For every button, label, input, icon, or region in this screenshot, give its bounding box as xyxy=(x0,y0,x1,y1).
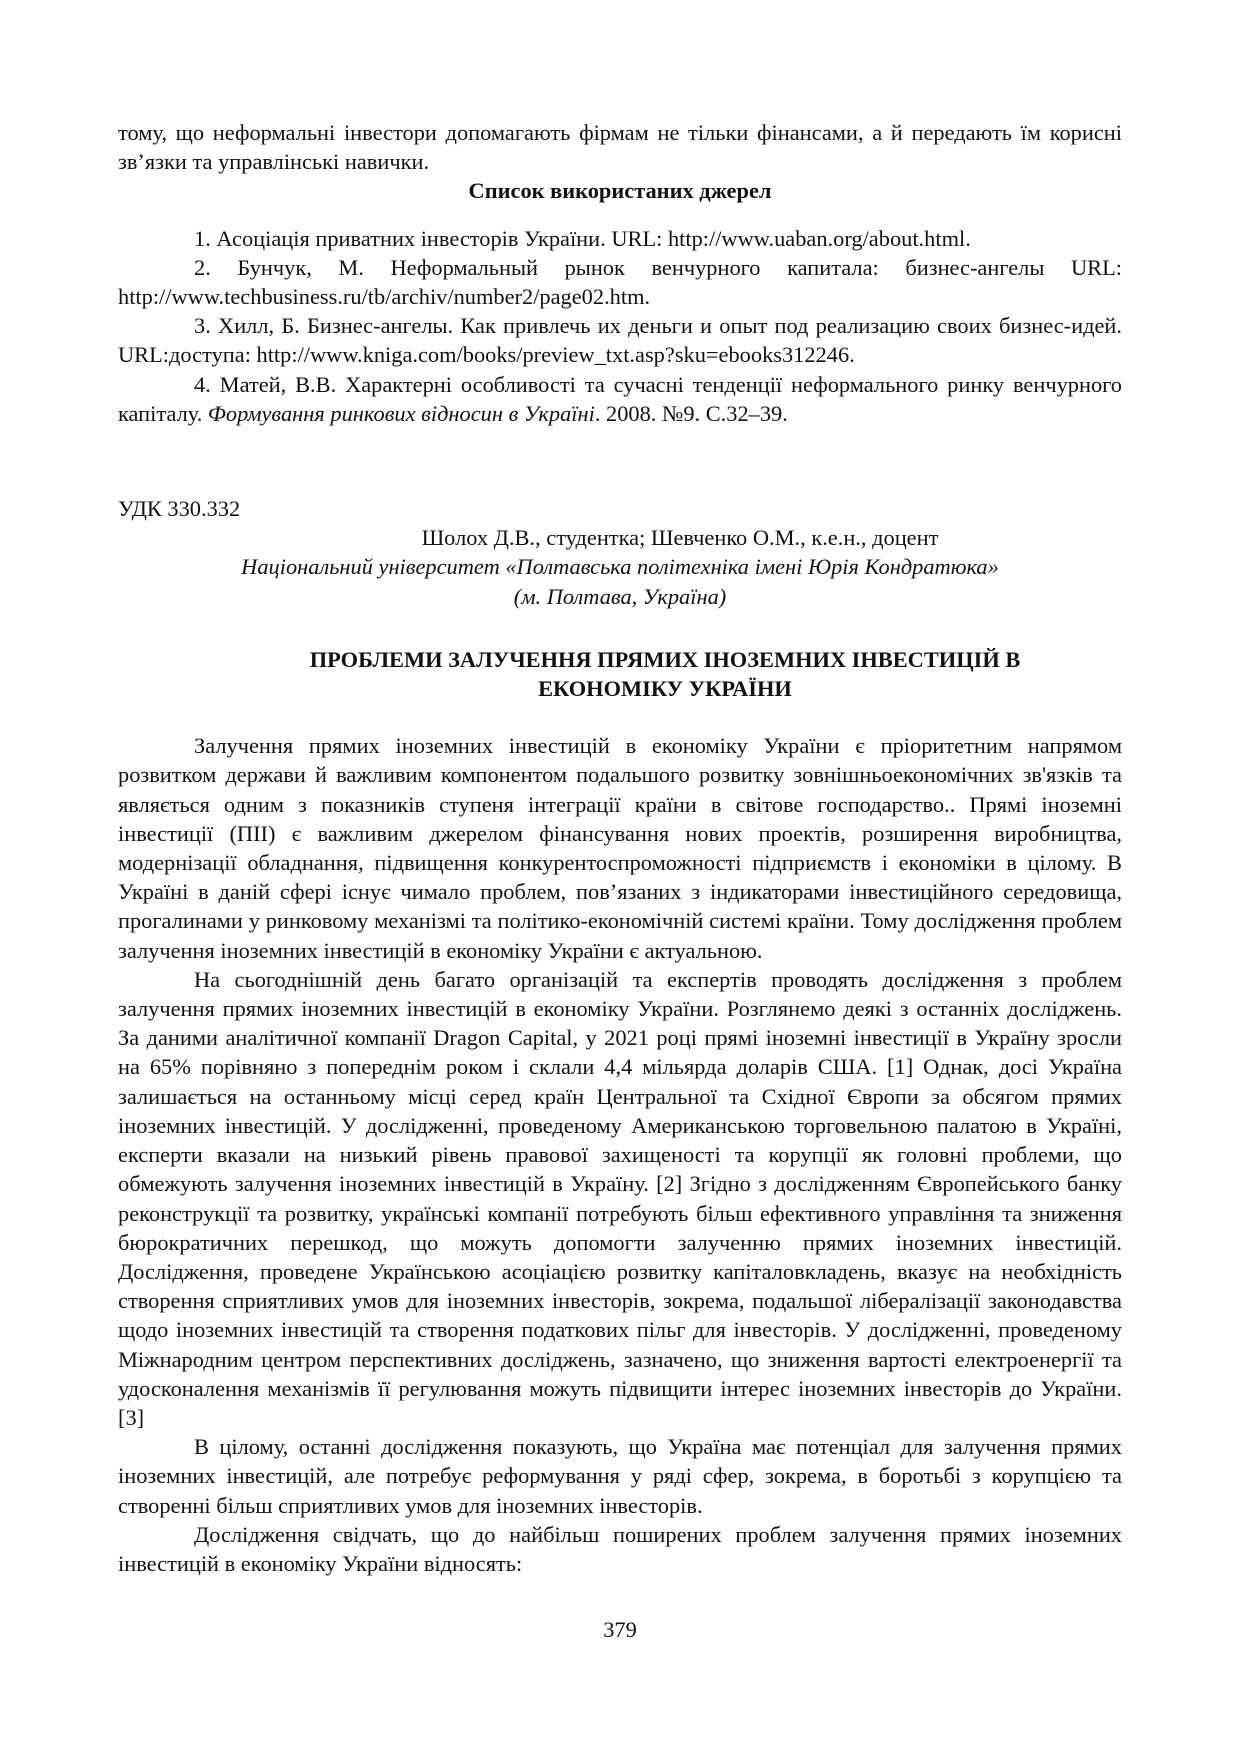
reference-item: 2. Бунчук, М. Неформальный рынок венчурного капитала: бизнес-ангелы URL: http://www.techbusiness.ru/tb/archiv/number2/page02.htm. xyxy=(118,254,1122,310)
article-title xyxy=(118,645,1122,703)
body-paragraph: На сьогоднішній день багато організацій та експертів проводять дослідження з проблем залучення прямих іноземних інвестицій в економіку України. Розглянемо деякі з останніх досліджень. За даними аналітичної компанії Dragon Capital, у 2021 році прямі іноземні інвестиції в Україну зросли на 65% порівняно з попереднім роком і склали 4,4 мільярда доларів США. [1] Однак, досі Україна залишається на останньому місці серед країн Центральної та Східної Європи за обсягом прямих іноземних інвестицій. У дослідженні, проведеному Американською торговельною палатою в Україні, експерти вказали на низький рівень правової захищеності та корупції як головні проблеми, що обмежують залучення іноземних інвестицій в Україну. [2] Згідно з дослідженням Європейського банку реконструкції та розвитку, українські компанії потребують більш ефективного управління та зниження бюрократичних перешкод, що можуть допомогти залученню прямих іноземних інвестицій. Дослідження, проведене Українською асоціацією розвитку капіталовкладень, вказує на необхідність створення сприятливих умов для іноземних інвесторів, зокрема, подальшої лібералізації законодавства щодо іноземних інвестицій та створення податкових пільг для інвесторів. У дослідженні, проведеному Міжнародним центром перспективних досліджень, зазначено, що зниження вартості електроенергії та удосконалення механізмів її регулювання можуть підвищити інтерес іноземних інвесторів до України. [3] xyxy=(118,966,1122,1430)
body-paragraph: Залучення прямих іноземних інвестицій в економіку України є пріоритетним напрямом розвитком держави й важливим компонентом подальшого розвитку зовнішньоекономічних зв'язків та являється одним з показників ступеня інтеграції країни в світове господарство.. Прямі іноземні інвестиції (ПІІ) є важливим джерелом фінансування нових проектів, розширення виробництва, модернізації обладнання, підвищення конкурентоспроможності підприємств і економіки в цілому. В Україні в даній сфері існує чимало проблем, пов’язаних з індикаторами інвестиційного середовища, прогалинами у ринковому механізмі та політико-економічній системі країни. Тому дослідження проблем залучення іноземних інвестицій в економіку України є актуальною. xyxy=(118,733,1122,963)
reference-item: 3. Хилл, Б. Бизнес-ангелы. Как привлечь их деньги и опыт под реализацию своих бизнес-идей. URL:доступа: http://www.kniga.com/books/preview_txt.asp?sku=ebooks312246. xyxy=(118,313,1122,368)
body-paragraph: Дослідження свідчать, що до найбільш поширених проблем залучення прямих іноземних інвестицій в економіку України відносять: xyxy=(118,1521,1122,1576)
udk-code: УДК 330.332 xyxy=(118,496,241,522)
references-heading: Список використаних джерел xyxy=(468,178,772,204)
reference-item xyxy=(118,370,1122,428)
affiliation-location: (м. Полтава, Україна) xyxy=(513,583,727,609)
article-title-line: ЕКОНОМІКУ УКРАЇНИ xyxy=(538,676,792,702)
affiliation: Національний університет «Полтавська політехніка імені Юрія Кондратюка» xyxy=(241,554,999,580)
page-content xyxy=(118,118,1122,1578)
previous-paragraph-end: тому, що неформальні інвестори допомагають фірмам не тільки фінансами, а й передають їм корисні зв’язки та управлінські навички. xyxy=(118,120,1122,175)
reference-item: 1. Асоціація приватних інвесторів України. URL: http://www.uaban.org/about.html. xyxy=(194,225,971,251)
page-number: 379 xyxy=(603,1617,637,1642)
reference-journal: Формування ринкових відносин в Україні xyxy=(207,400,595,426)
authors: Шолох Д.В., студентка; Шевченко О.М., к.е.н., доцент xyxy=(421,525,939,551)
article-title-line: ПРОБЛЕМИ ЗАЛУЧЕННЯ ПРЯМИХ ІНОЗЕМНИХ ІНВЕСТИЦІЙ В xyxy=(309,646,1021,672)
references-list xyxy=(118,224,1122,428)
reference-text: 4. Матей, В.В. Характерні особливості та сучасні тенденції неформального ринку венчурного капіталу. xyxy=(118,371,1122,426)
body-paragraph: В цілому, останні дослідження показують, що Україна має потенціал для залучення прямих іноземних інвестицій, але потребує реформування у ряді сфер, зокрема, в боротьбі з корупцією та створенні більш сприятливих умов для іноземних інвесторів. xyxy=(118,1434,1122,1518)
reference-tail: . 2008. №9. С.32–39. xyxy=(594,400,788,426)
